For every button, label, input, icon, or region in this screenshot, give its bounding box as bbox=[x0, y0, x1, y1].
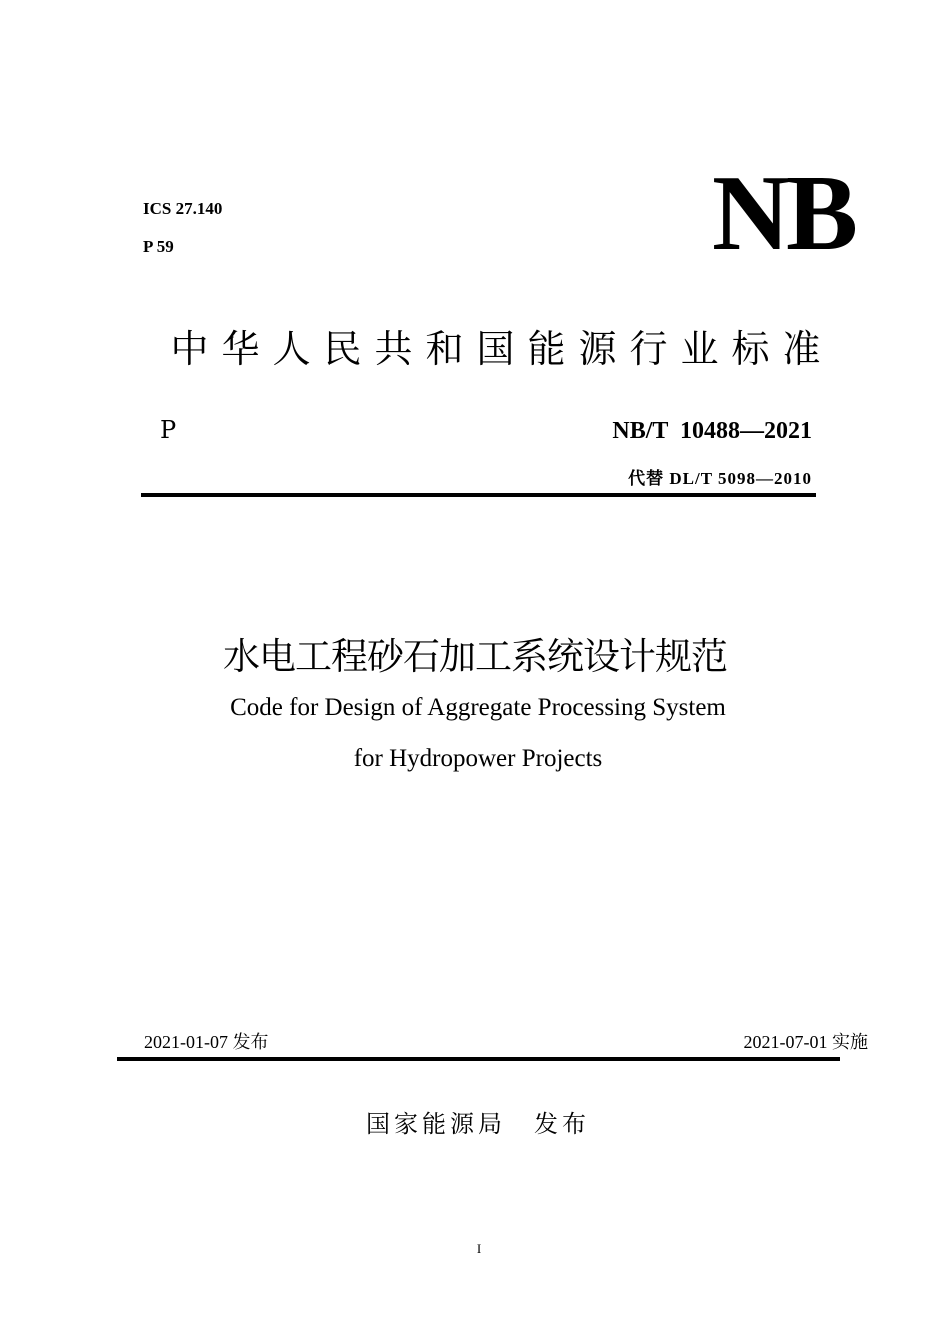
ccs-code: P 59 bbox=[143, 237, 174, 256]
nb-logo: NB bbox=[711, 154, 854, 273]
implementation-date: 2021-07-01 实施 bbox=[743, 1032, 868, 1052]
top-divider bbox=[141, 493, 816, 497]
page-number: I bbox=[476, 1241, 482, 1256]
issue-date: 2021-01-07 发布 bbox=[144, 1032, 269, 1052]
ics-code: ICS 27.140 bbox=[143, 199, 223, 218]
replaces-standard: 代替 DL/T 5098—2010 bbox=[628, 469, 812, 488]
document-title-chinese: 水电工程砂石加工系统设计规范 bbox=[223, 635, 727, 678]
standard-type-title: 中华人民共和国能源行业标准 bbox=[170, 327, 834, 371]
document-title-english-line2: for Hydropower Projects bbox=[353, 745, 603, 772]
standard-number: NB/T 10488—2021 bbox=[612, 418, 812, 444]
category-letter: P bbox=[160, 416, 177, 444]
document-title-english-line1: Code for Design of Aggregate Processing System bbox=[230, 694, 726, 721]
bottom-divider bbox=[117, 1057, 840, 1061]
publisher-action: 发布 bbox=[534, 1110, 590, 1138]
publisher-name: 国家能源局 bbox=[366, 1110, 506, 1138]
publisher-line bbox=[0, 1104, 950, 1139]
